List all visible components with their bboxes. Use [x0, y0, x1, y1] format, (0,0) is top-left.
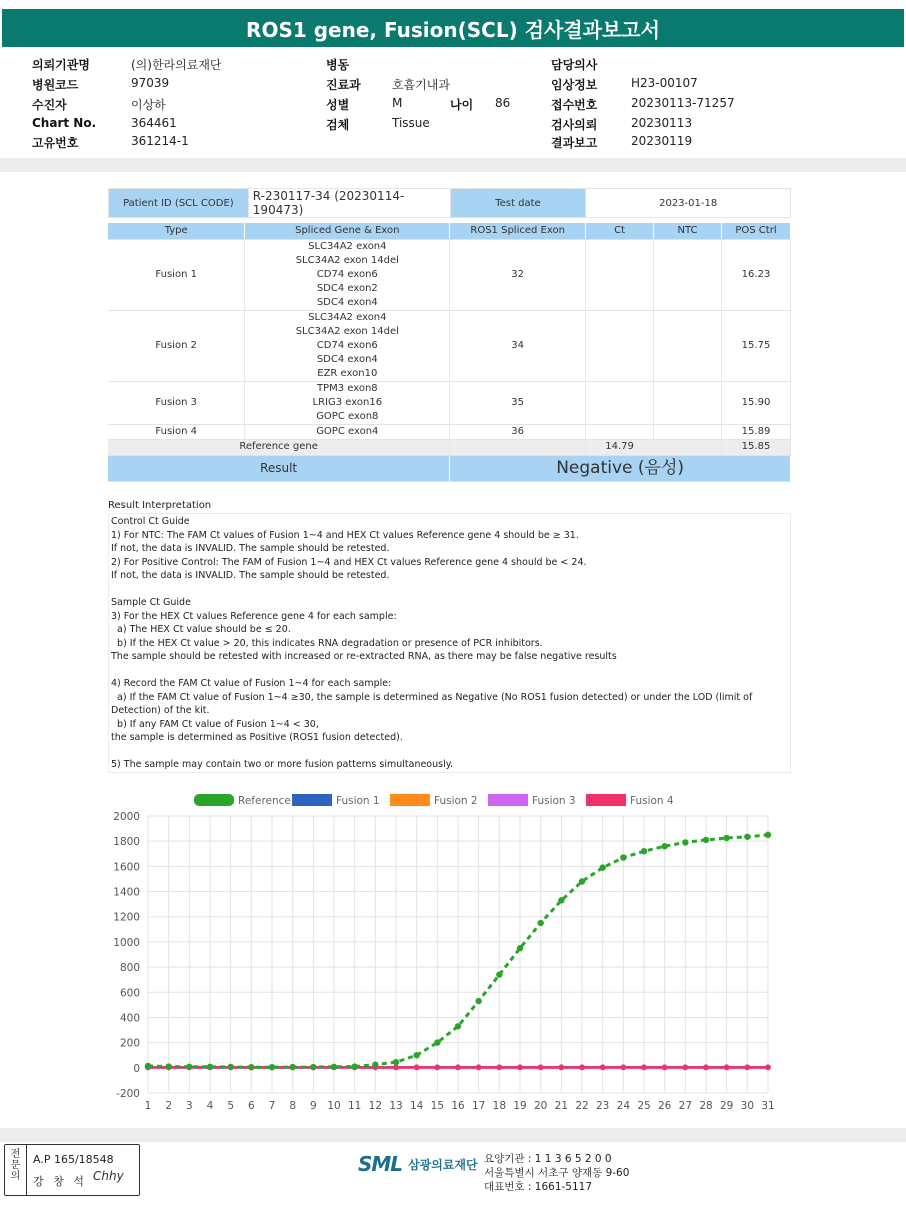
legend-label: Fusion 2 — [434, 795, 478, 807]
header-info-value: M — [392, 96, 403, 110]
header-info-label: 접수번호 — [551, 98, 598, 112]
spliced-genes — [245, 424, 450, 439]
org-name: 삼광의료재단 — [408, 1157, 478, 1172]
x-tick-label: 15 — [430, 1100, 445, 1112]
address-line: 요양기관 : 1 1 3 6 5 2 0 0 — [484, 1153, 612, 1165]
x-tick-label: 30 — [740, 1100, 755, 1112]
x-tick-label: 2 — [165, 1100, 173, 1112]
legend-swatch — [586, 794, 626, 806]
data-point — [476, 1065, 482, 1071]
result-label: Result — [108, 455, 450, 481]
section-divider — [0, 158, 906, 172]
header-info-label: 진료과 — [326, 78, 361, 92]
gene-exon: SDC4 exon2 — [316, 282, 378, 294]
pos-ctrl-value: 15.89 — [722, 424, 791, 439]
column-header: Type — [108, 223, 245, 239]
data-point — [393, 1065, 399, 1071]
header-info-value: 20230119 — [631, 134, 693, 148]
header-info-value: H23-00107 — [631, 76, 698, 90]
gene-exon: TPM3 exon8 — [316, 382, 378, 394]
ntc-value — [654, 239, 722, 310]
header-info-value: Tissue — [392, 116, 430, 130]
data-point — [517, 945, 523, 951]
table-row — [108, 310, 791, 381]
specialist-char: 전 — [10, 1149, 21, 1160]
reference-row — [108, 439, 791, 455]
interpretation-line: If not, the data is INVALID. The sample should be retested. — [111, 543, 390, 554]
header-info-label: 병원코드 — [32, 78, 79, 92]
sml-logo — [358, 1152, 478, 1176]
x-tick-label: 19 — [513, 1100, 527, 1112]
data-point — [455, 1023, 461, 1029]
ct-value — [586, 381, 654, 424]
legend-label: Fusion 1 — [336, 795, 380, 807]
legend-swatch — [488, 794, 528, 806]
spliced-genes — [245, 239, 450, 310]
y-tick-label: 1400 — [113, 886, 140, 899]
report-title: ROS1 gene, Fusion(SCL) 검사결과보고서 — [2, 9, 904, 47]
x-tick-label: 29 — [719, 1100, 734, 1112]
data-point — [207, 1064, 213, 1070]
data-point — [186, 1064, 192, 1070]
pos-ctrl-value: 16.23 — [722, 239, 791, 310]
x-tick-label: 23 — [595, 1100, 610, 1112]
legend-label: Fusion 4 — [630, 795, 674, 807]
data-point — [765, 832, 771, 838]
data-point — [641, 1065, 647, 1071]
header-info-label: 수진자 — [32, 98, 67, 112]
header-info-label: 검체 — [326, 118, 350, 132]
ros1-exon: 32 — [450, 239, 586, 310]
test-date-value: 2023-01-18 — [586, 189, 791, 218]
fusion-type: Fusion 3 — [108, 381, 245, 424]
ct-value — [586, 239, 654, 310]
data-point — [579, 1065, 585, 1071]
x-tick-label: 16 — [451, 1100, 465, 1112]
y-tick-label: 400 — [119, 1012, 140, 1025]
data-point — [538, 1065, 544, 1071]
x-tick-label: 11 — [347, 1100, 362, 1112]
legend-swatch — [194, 794, 234, 806]
x-tick-label: 28 — [699, 1100, 713, 1112]
header-info-value: 20230113-71257 — [631, 96, 735, 110]
reference-pos: 15.85 — [722, 439, 791, 455]
data-point — [331, 1064, 337, 1070]
interpretation-line: a) If the FAM Ct value of Fusion 1~4 ≥30, the sample is determined as Negative (No ROS1 fusion detected) or under the LOD (limit of Detection) of the kit. — [111, 691, 756, 716]
data-point — [496, 971, 502, 977]
y-tick-label: 2000 — [113, 811, 140, 823]
data-point — [600, 1065, 606, 1071]
sml-logo-text: SML — [358, 1152, 403, 1176]
data-point — [703, 1065, 709, 1071]
amplification-chart — [100, 788, 780, 1118]
address-line: 대표번호 : 1661-5117 — [484, 1181, 593, 1193]
header-info-label: 담당의사 — [551, 58, 598, 72]
legend-swatch — [390, 794, 430, 806]
header-info-value: 20230113 — [631, 116, 693, 130]
data-point — [248, 1064, 254, 1070]
data-point — [745, 1065, 751, 1071]
gene-exon: GOPC exon8 — [316, 410, 379, 422]
gene-exon: SLC34A2 exon4 — [308, 240, 387, 252]
interpretation-text — [108, 513, 791, 773]
result-value: Negative (음성) — [450, 455, 791, 481]
result-row — [108, 455, 791, 481]
interpretation-line — [111, 583, 788, 597]
data-point — [723, 835, 729, 841]
x-tick-label: 9 — [309, 1100, 317, 1112]
header-info-label: 임상정보 — [551, 78, 598, 92]
y-tick-label: 0 — [133, 1062, 140, 1075]
y-tick-label: 1800 — [113, 836, 140, 849]
x-tick-label: 13 — [389, 1100, 403, 1112]
ct-value — [586, 424, 654, 439]
data-point — [682, 839, 688, 845]
x-tick-label: 24 — [616, 1100, 631, 1112]
x-tick-label: 31 — [761, 1100, 775, 1112]
x-tick-label: 26 — [657, 1100, 672, 1112]
data-point — [558, 897, 564, 903]
column-header: ROS1 Spliced Exon — [450, 223, 586, 239]
age-label: 나이 — [450, 98, 474, 112]
data-point — [683, 1065, 689, 1071]
column-header: Spliced Gene & Exon — [245, 223, 450, 239]
legend-label: Fusion 3 — [532, 795, 576, 807]
test-date-label: Test date — [450, 189, 586, 218]
gene-exon: EZR exon10 — [317, 367, 378, 379]
header-info-value: 361214-1 — [131, 134, 189, 148]
x-tick-label: 21 — [554, 1100, 569, 1112]
y-tick-label: 1000 — [113, 936, 140, 949]
y-tick-label: 1600 — [113, 861, 140, 874]
interpretation-line: 3) For the HEX Ct values Reference gene 4 for each sample: — [111, 610, 397, 622]
data-point — [579, 878, 585, 884]
ntc-value — [654, 310, 722, 381]
x-tick-label: 6 — [247, 1100, 255, 1112]
data-point — [599, 864, 605, 870]
column-header: NTC — [654, 223, 722, 239]
x-tick-label: 17 — [471, 1100, 486, 1112]
y-tick-label: -200 — [116, 1088, 140, 1100]
data-point — [414, 1065, 420, 1071]
patient-id-label: Patient ID (SCL CODE) — [109, 189, 249, 218]
interpretation-line: a) The HEX Ct value should be ≤ 20. — [111, 624, 291, 635]
table-row — [108, 239, 791, 310]
table-row — [108, 381, 791, 424]
reference-label: Reference gene — [108, 439, 450, 455]
data-point — [351, 1063, 357, 1069]
data-point — [517, 1065, 523, 1071]
interpretation-line: b) If any FAM Ct value of Fusion 1~4 < 30, — [111, 718, 319, 730]
data-point — [289, 1064, 295, 1070]
data-point — [393, 1059, 399, 1065]
header-info-value: 호흡기내과 — [392, 78, 450, 92]
data-point — [227, 1064, 233, 1070]
data-point — [269, 1064, 275, 1070]
fusion-type: Fusion 4 — [108, 424, 245, 439]
license-number: A.P 165/18548 — [33, 1153, 114, 1166]
patient-id-value: R-230117-34 (20230114-190473) — [248, 189, 450, 218]
data-point — [372, 1061, 378, 1067]
data-point — [703, 837, 709, 843]
header-info-value: 97039 — [131, 76, 170, 90]
interpretation-line: 1) For NTC: The FAM Ct values of Fusion 1~4 and HEX Ct values Reference gene 4 should be ≥ 31. — [111, 529, 579, 541]
x-tick-label: 10 — [327, 1100, 341, 1112]
results-header-row — [108, 223, 791, 239]
gene-exon: LRIG3 exon16 — [312, 396, 383, 408]
header-info-value: (의)한라의료재단 — [131, 58, 222, 72]
reference-ntc — [654, 439, 722, 455]
gene-exon: SLC34A2 exon4 — [308, 311, 387, 323]
x-tick-label: 8 — [289, 1100, 297, 1112]
table-row — [108, 424, 791, 439]
ct-value — [586, 310, 654, 381]
ros1-exon: 34 — [450, 310, 586, 381]
ros1-exon: 36 — [450, 424, 586, 439]
ntc-value — [654, 424, 722, 439]
column-header: POS Ctrl — [722, 223, 791, 239]
pos-ctrl-value: 15.90 — [722, 381, 791, 424]
header-info-label: Chart No. — [32, 116, 97, 130]
x-tick-label: 27 — [678, 1100, 693, 1112]
gene-exon: CD74 exon6 — [316, 339, 378, 351]
interpretation-line: If not, the data is INVALID. The sample should be retested. — [111, 570, 390, 581]
spliced-genes — [245, 381, 450, 424]
gene-exon: CD74 exon6 — [316, 268, 378, 280]
gene-exon: SDC4 exon4 — [316, 296, 378, 308]
data-point — [145, 1063, 151, 1069]
interpretation-line: The sample should be retested with increased or re-extracted RNA, as there may be false negative results — [111, 651, 617, 662]
reference-exon — [450, 439, 586, 455]
header-info-value: 364461 — [131, 116, 177, 130]
signature: Chhy — [93, 1169, 124, 1183]
header-info-label: 성별 — [326, 98, 350, 112]
header-info-label: 의뢰기관명 — [32, 58, 90, 72]
column-header: Ct — [586, 223, 654, 239]
x-tick-label: 4 — [206, 1100, 214, 1112]
data-point — [537, 920, 543, 926]
patient-id-table — [108, 188, 791, 218]
fusion-type: Fusion 1 — [108, 239, 245, 310]
data-point — [641, 848, 647, 854]
specialist-label — [5, 1145, 27, 1195]
header-info-value: 이상하 — [131, 98, 166, 112]
y-tick-label: 600 — [119, 987, 140, 1000]
y-tick-label: 1200 — [113, 911, 140, 924]
x-tick-label: 7 — [268, 1100, 276, 1112]
spliced-genes — [245, 310, 450, 381]
data-point — [310, 1064, 316, 1070]
data-point — [497, 1065, 503, 1071]
address-line: 서울특별시 서초구 양재동 9-60 — [484, 1167, 630, 1179]
reference-ct: 14.79 — [586, 439, 654, 455]
data-point — [559, 1065, 565, 1071]
header-info-label: 병동 — [326, 58, 350, 72]
data-point — [475, 998, 481, 1004]
x-tick-label: 22 — [575, 1100, 589, 1112]
interpretation-line — [111, 745, 788, 759]
fusion-type: Fusion 2 — [108, 310, 245, 381]
specialist-char: 문 — [10, 1160, 21, 1171]
data-point — [435, 1065, 441, 1071]
data-point — [765, 1065, 771, 1071]
header-info-label: 고유번호 — [32, 136, 79, 150]
x-tick-label: 3 — [185, 1100, 193, 1112]
y-tick-label: 800 — [119, 962, 140, 975]
gene-exon: SLC34A2 exon 14del — [295, 325, 399, 337]
header-info-label: 결과보고 — [551, 136, 598, 150]
interpretation-line: 4) Record the FAM Ct value of Fusion 1~4 for each sample: — [111, 678, 392, 689]
legend-swatch — [292, 794, 332, 806]
data-point — [620, 854, 626, 860]
data-point — [165, 1063, 171, 1069]
x-tick-label: 18 — [492, 1100, 507, 1112]
x-tick-label: 25 — [637, 1100, 651, 1112]
interpretation-line: Sample Ct Guide — [111, 597, 191, 608]
x-tick-label: 1 — [144, 1100, 152, 1112]
interpretation-line: the sample is determined as Positive (ROS1 fusion detected). — [111, 732, 403, 743]
interpretation-line: Control Ct Guide — [111, 516, 190, 527]
x-tick-label: 20 — [533, 1100, 548, 1112]
results-table — [108, 223, 791, 482]
interpretation-line — [111, 664, 788, 678]
gene-exon: GOPC exon4 — [316, 425, 379, 437]
x-tick-label: 12 — [368, 1100, 383, 1112]
age-value: 86 — [495, 96, 511, 110]
interpretation-line: b) If the HEX Ct value > 20, this indicates RNA degradation or presence of PCR inhibitors. — [111, 637, 543, 649]
ros1-exon: 35 — [450, 381, 586, 424]
interpretation-line: 5) The sample may contain two or more fusion patterns simultaneously. — [111, 759, 454, 770]
data-point — [434, 1039, 440, 1045]
pathologist-box — [4, 1144, 140, 1196]
legend-label: Reference — [238, 795, 291, 807]
header-info-label: 검사의뢰 — [551, 118, 598, 132]
specialist-char: 의 — [10, 1171, 21, 1182]
x-tick-label: 14 — [409, 1100, 424, 1112]
data-point — [455, 1065, 461, 1071]
data-point — [621, 1065, 627, 1071]
data-point — [744, 834, 750, 840]
y-tick-label: 200 — [119, 1037, 140, 1050]
x-tick-label: 5 — [227, 1100, 235, 1112]
interpretation-line: 2) For Positive Control: The FAM of Fusion 1~4 and HEX Ct values Reference gene 4 should be < 24. — [111, 556, 587, 568]
data-point — [413, 1052, 419, 1058]
org-address — [484, 1152, 629, 1194]
doctor-name: 강 창 석 — [33, 1175, 87, 1188]
ntc-value — [654, 381, 722, 424]
data-point — [661, 843, 667, 849]
gene-exon: SDC4 exon4 — [316, 353, 378, 365]
data-point — [724, 1065, 730, 1071]
gene-exon: SLC34A2 exon 14del — [295, 254, 399, 266]
interpretation-title: Result Interpretation — [108, 500, 212, 511]
footer-divider — [0, 1128, 906, 1142]
pos-ctrl-value: 15.75 — [722, 310, 791, 381]
data-point — [662, 1065, 668, 1071]
